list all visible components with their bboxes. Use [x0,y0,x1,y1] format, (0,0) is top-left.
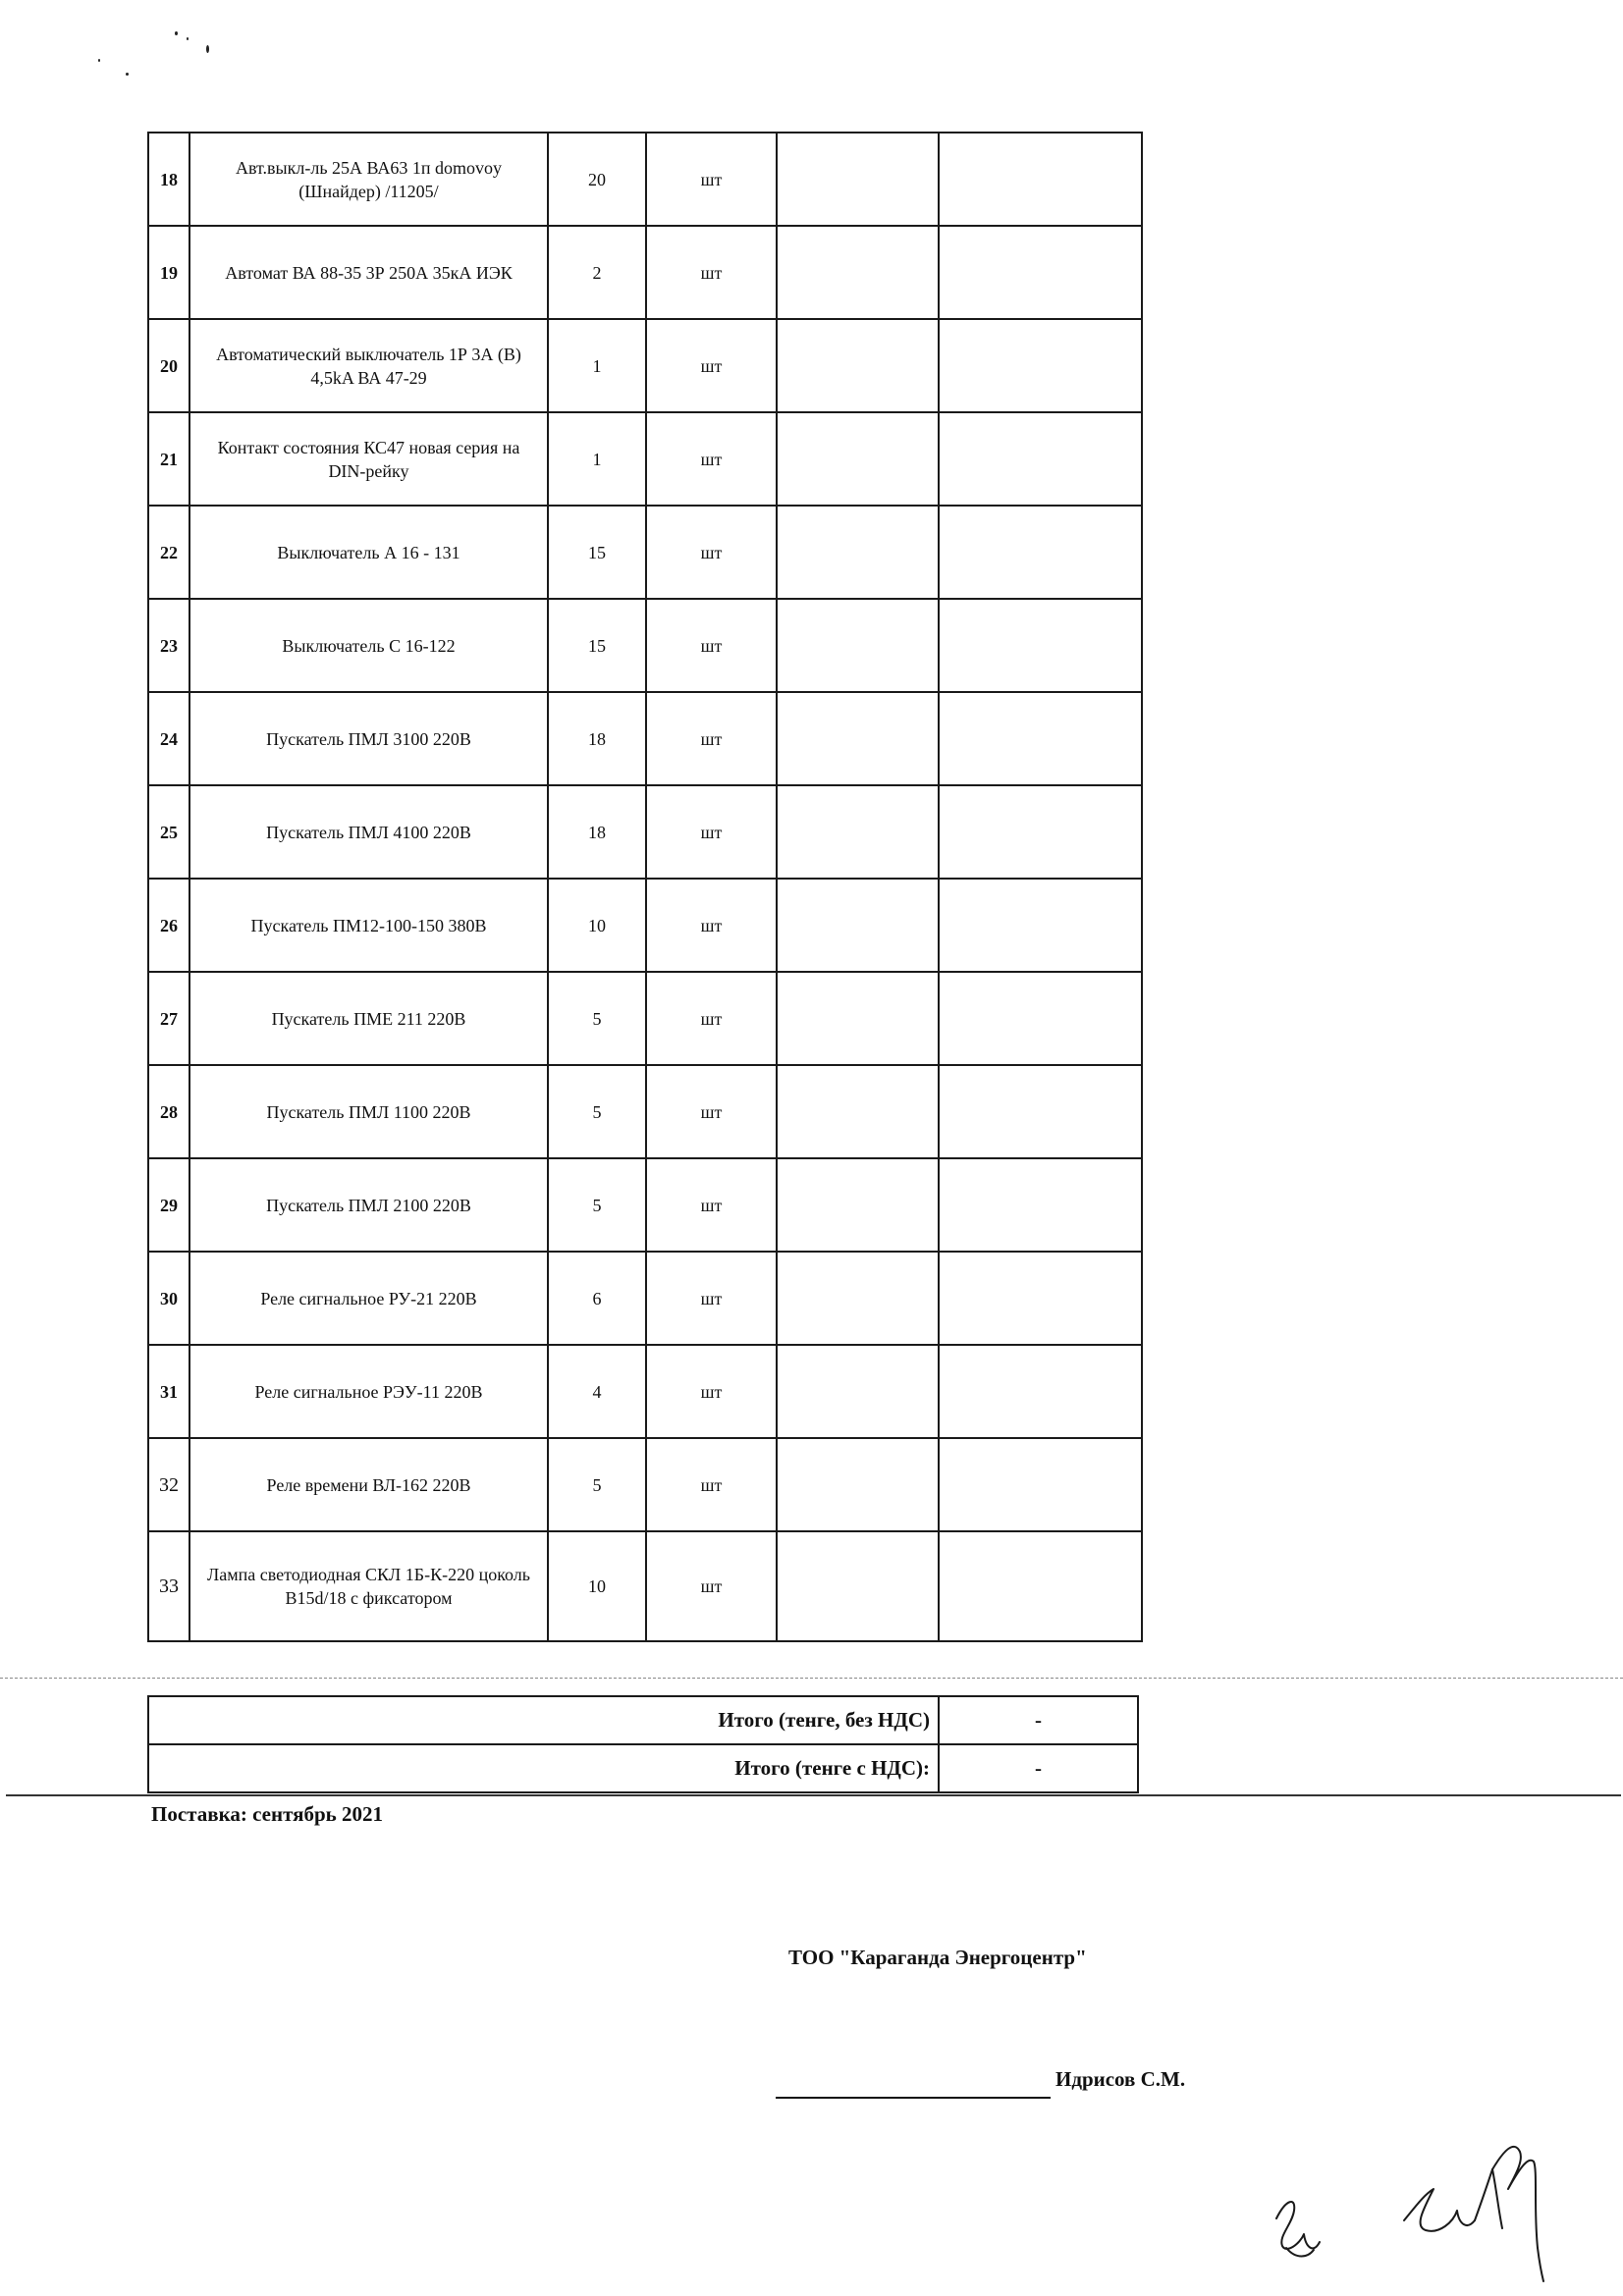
item-name: Реле времени ВЛ-162 220В [189,1438,548,1531]
item-name: Авт.выкл-ль 25А ВА63 1п domovoy (Шнайдер) /11205/ [189,133,548,226]
item-name: Автомат ВА 88-35 3Р 250А 35кА ИЭК [189,226,548,319]
item-number: 20 [148,319,189,412]
item-price-cell [777,1345,939,1438]
item-price-cell [777,785,939,879]
scan-speck [175,31,178,35]
item-unit: шт [646,226,777,319]
table-row [148,785,1142,879]
item-quantity: 18 [548,785,646,879]
item-sum-cell [939,879,1142,972]
table-row [148,1252,1142,1345]
table-row [148,599,1142,692]
delivery-date: Поставка: сентябрь 2021 [151,1802,384,1826]
totals-table [147,1695,1139,1793]
item-price-cell [777,1252,939,1345]
item-sum-cell [939,319,1142,412]
scan-speck [126,73,129,76]
separator-line [6,1794,1621,1796]
item-unit: шт [646,785,777,879]
item-unit: шт [646,692,777,785]
item-number: 27 [148,972,189,1065]
item-number: 19 [148,226,189,319]
item-unit: шт [646,1252,777,1345]
item-sum-cell [939,506,1142,599]
total-with-vat-value: - [939,1744,1138,1792]
item-name: Пускатель ПМЕ 211 220В [189,972,548,1065]
scan-speck [206,45,209,53]
total-without-vat-label: Итого (тенге, без НДС) [148,1696,939,1744]
item-sum-cell [939,1065,1142,1158]
total-without-vat-row [148,1696,1138,1744]
item-name: Контакт состояния КС47 новая серия на DIN-рейку [189,412,548,506]
table-row [148,1345,1142,1438]
item-quantity: 10 [548,879,646,972]
item-unit: шт [646,879,777,972]
item-quantity: 15 [548,599,646,692]
item-number: 31 [148,1345,189,1438]
table-row [148,412,1142,506]
item-sum-cell [939,599,1142,692]
item-price-cell [777,226,939,319]
scan-speck [98,59,100,62]
item-unit: шт [646,1065,777,1158]
item-number: 29 [148,1158,189,1252]
total-without-vat-value: - [939,1696,1138,1744]
item-price-cell [777,506,939,599]
item-sum-cell [939,412,1142,506]
item-name: Пускатель ПМЛ 3100 220В [189,692,548,785]
company-name: ТОО "Караганда Энергоцентр" [788,1946,1087,1969]
items-table [147,132,1143,1642]
item-price-cell [777,879,939,972]
item-quantity: 5 [548,1438,646,1531]
item-sum-cell [939,1252,1142,1345]
total-with-vat-label: Итого (тенге с НДС): [148,1744,939,1792]
table-row [148,879,1142,972]
item-quantity: 15 [548,506,646,599]
table-row [148,1065,1142,1158]
item-unit: шт [646,1158,777,1252]
item-quantity: 1 [548,319,646,412]
item-number: 33 [148,1531,189,1641]
item-quantity: 5 [548,1065,646,1158]
item-sum-cell [939,1158,1142,1252]
scan-fold-line [0,1678,1623,1679]
item-quantity: 6 [548,1252,646,1345]
item-quantity: 5 [548,1158,646,1252]
item-quantity: 1 [548,412,646,506]
item-unit: шт [646,972,777,1065]
item-sum-cell [939,1531,1142,1641]
item-name: Пускатель ПМ12-100-150 380В [189,879,548,972]
item-unit: шт [646,319,777,412]
handwritten-signature [1257,2101,1571,2287]
item-name: Выключатель С 16-122 [189,599,548,692]
signature-line [776,2097,1051,2099]
item-unit: шт [646,1531,777,1641]
item-number: 23 [148,599,189,692]
item-number: 26 [148,879,189,972]
item-name: Лампа светодиодная СКЛ 1Б-К-220 цоколь B15d/18 с фиксатором [189,1531,548,1641]
item-number: 32 [148,1438,189,1531]
item-price-cell [777,412,939,506]
item-price-cell [777,133,939,226]
item-price-cell [777,1158,939,1252]
item-unit: шт [646,1345,777,1438]
item-unit: шт [646,133,777,226]
item-price-cell [777,1531,939,1641]
table-row [148,1438,1142,1531]
item-number: 22 [148,506,189,599]
item-quantity: 10 [548,1531,646,1641]
item-price-cell [777,1065,939,1158]
total-with-vat-row [148,1744,1138,1792]
item-sum-cell [939,785,1142,879]
item-quantity: 20 [548,133,646,226]
item-quantity: 4 [548,1345,646,1438]
item-price-cell [777,972,939,1065]
item-price-cell [777,692,939,785]
table-row [148,226,1142,319]
item-number: 24 [148,692,189,785]
item-unit: шт [646,1438,777,1531]
item-sum-cell [939,692,1142,785]
item-sum-cell [939,1438,1142,1531]
item-price-cell [777,599,939,692]
item-sum-cell [939,226,1142,319]
item-sum-cell [939,1345,1142,1438]
item-number: 28 [148,1065,189,1158]
items-table-body [148,133,1142,1641]
table-row [148,972,1142,1065]
item-unit: шт [646,599,777,692]
scan-speck [187,37,189,40]
item-number: 21 [148,412,189,506]
item-price-cell [777,1438,939,1531]
item-number: 18 [148,133,189,226]
item-name: Пускатель ПМЛ 2100 220В [189,1158,548,1252]
table-row [148,1531,1142,1641]
signer-name: Идрисов С.М. [1055,2067,1186,2091]
item-unit: шт [646,412,777,506]
item-price-cell [777,319,939,412]
table-row [148,319,1142,412]
item-sum-cell [939,133,1142,226]
item-number: 25 [148,785,189,879]
item-name: Реле сигнальное РЭУ-11 220В [189,1345,548,1438]
table-row [148,506,1142,599]
item-sum-cell [939,972,1142,1065]
item-quantity: 5 [548,972,646,1065]
item-name: Автоматический выключатель 1Р 3А (В) 4,5kA ВА 47-29 [189,319,548,412]
item-unit: шт [646,506,777,599]
item-quantity: 18 [548,692,646,785]
table-row [148,1158,1142,1252]
table-row [148,133,1142,226]
table-row [148,692,1142,785]
item-number: 30 [148,1252,189,1345]
item-name: Реле сигнальное РУ-21 220В [189,1252,548,1345]
item-name: Пускатель ПМЛ 4100 220В [189,785,548,879]
item-name: Пускатель ПМЛ 1100 220В [189,1065,548,1158]
item-name: Выключатель А 16 - 131 [189,506,548,599]
item-quantity: 2 [548,226,646,319]
